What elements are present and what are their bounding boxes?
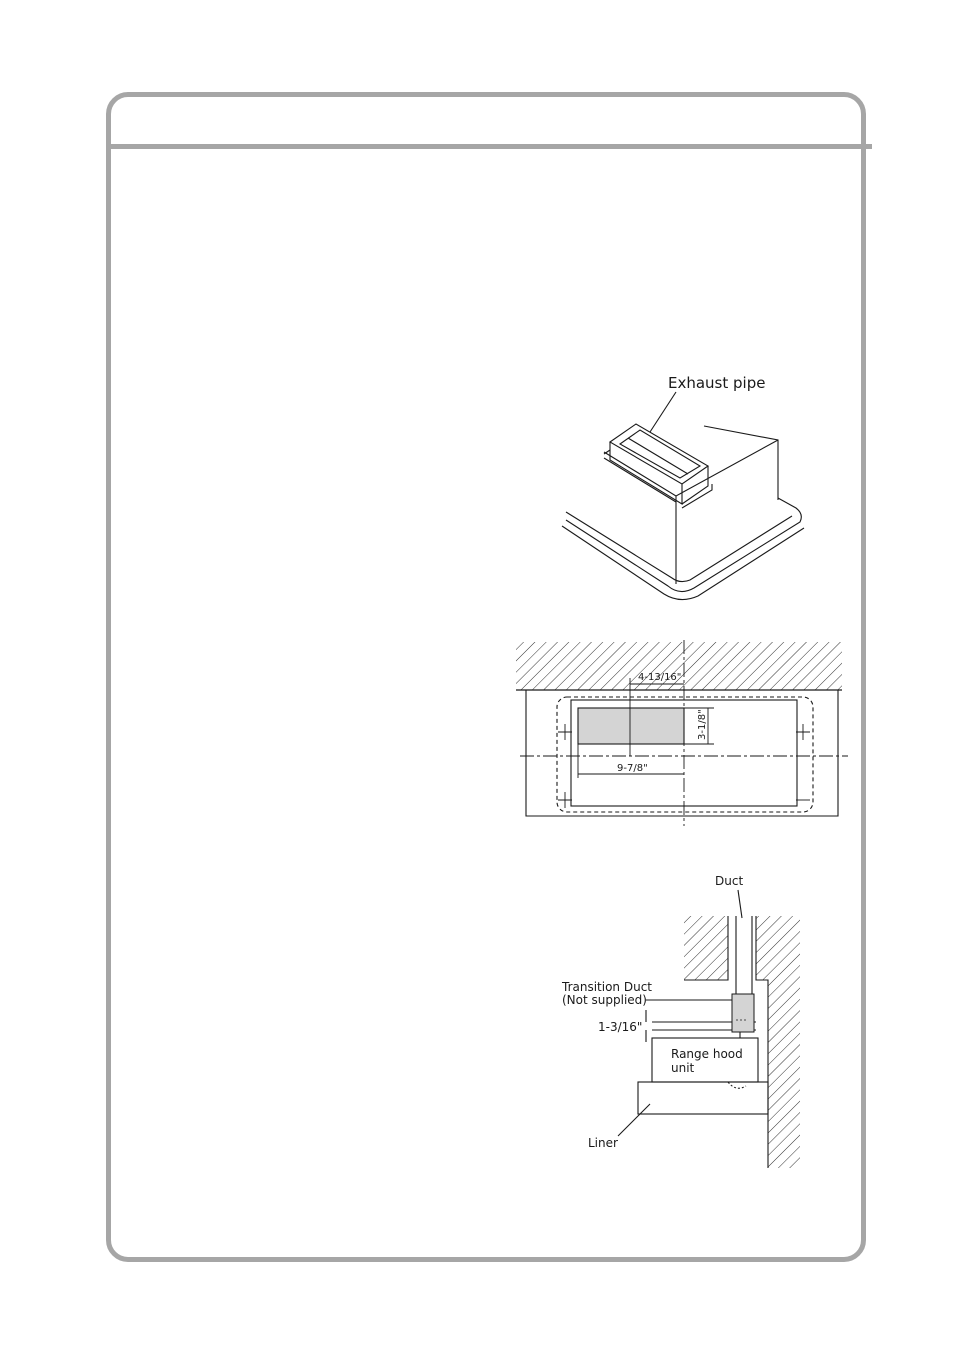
not-supplied-label: (Not supplied) bbox=[562, 993, 647, 1007]
liner-label: Liner bbox=[588, 1136, 618, 1150]
gap-dim-label: 1-3/16" bbox=[598, 1020, 643, 1034]
dim-width: 9-7/8" bbox=[617, 763, 648, 774]
range-hood-unit-label: unit bbox=[671, 1061, 695, 1075]
duct-label: Duct bbox=[715, 874, 744, 888]
exhaust-pipe-label: Exhaust pipe bbox=[668, 374, 766, 392]
range-hood-label: Range hood bbox=[671, 1047, 743, 1061]
dim-offset: 4-13/16" bbox=[638, 672, 682, 683]
dim-height: 3-1/8" bbox=[697, 709, 708, 740]
transition-duct-label: Transition Duct bbox=[562, 980, 652, 994]
